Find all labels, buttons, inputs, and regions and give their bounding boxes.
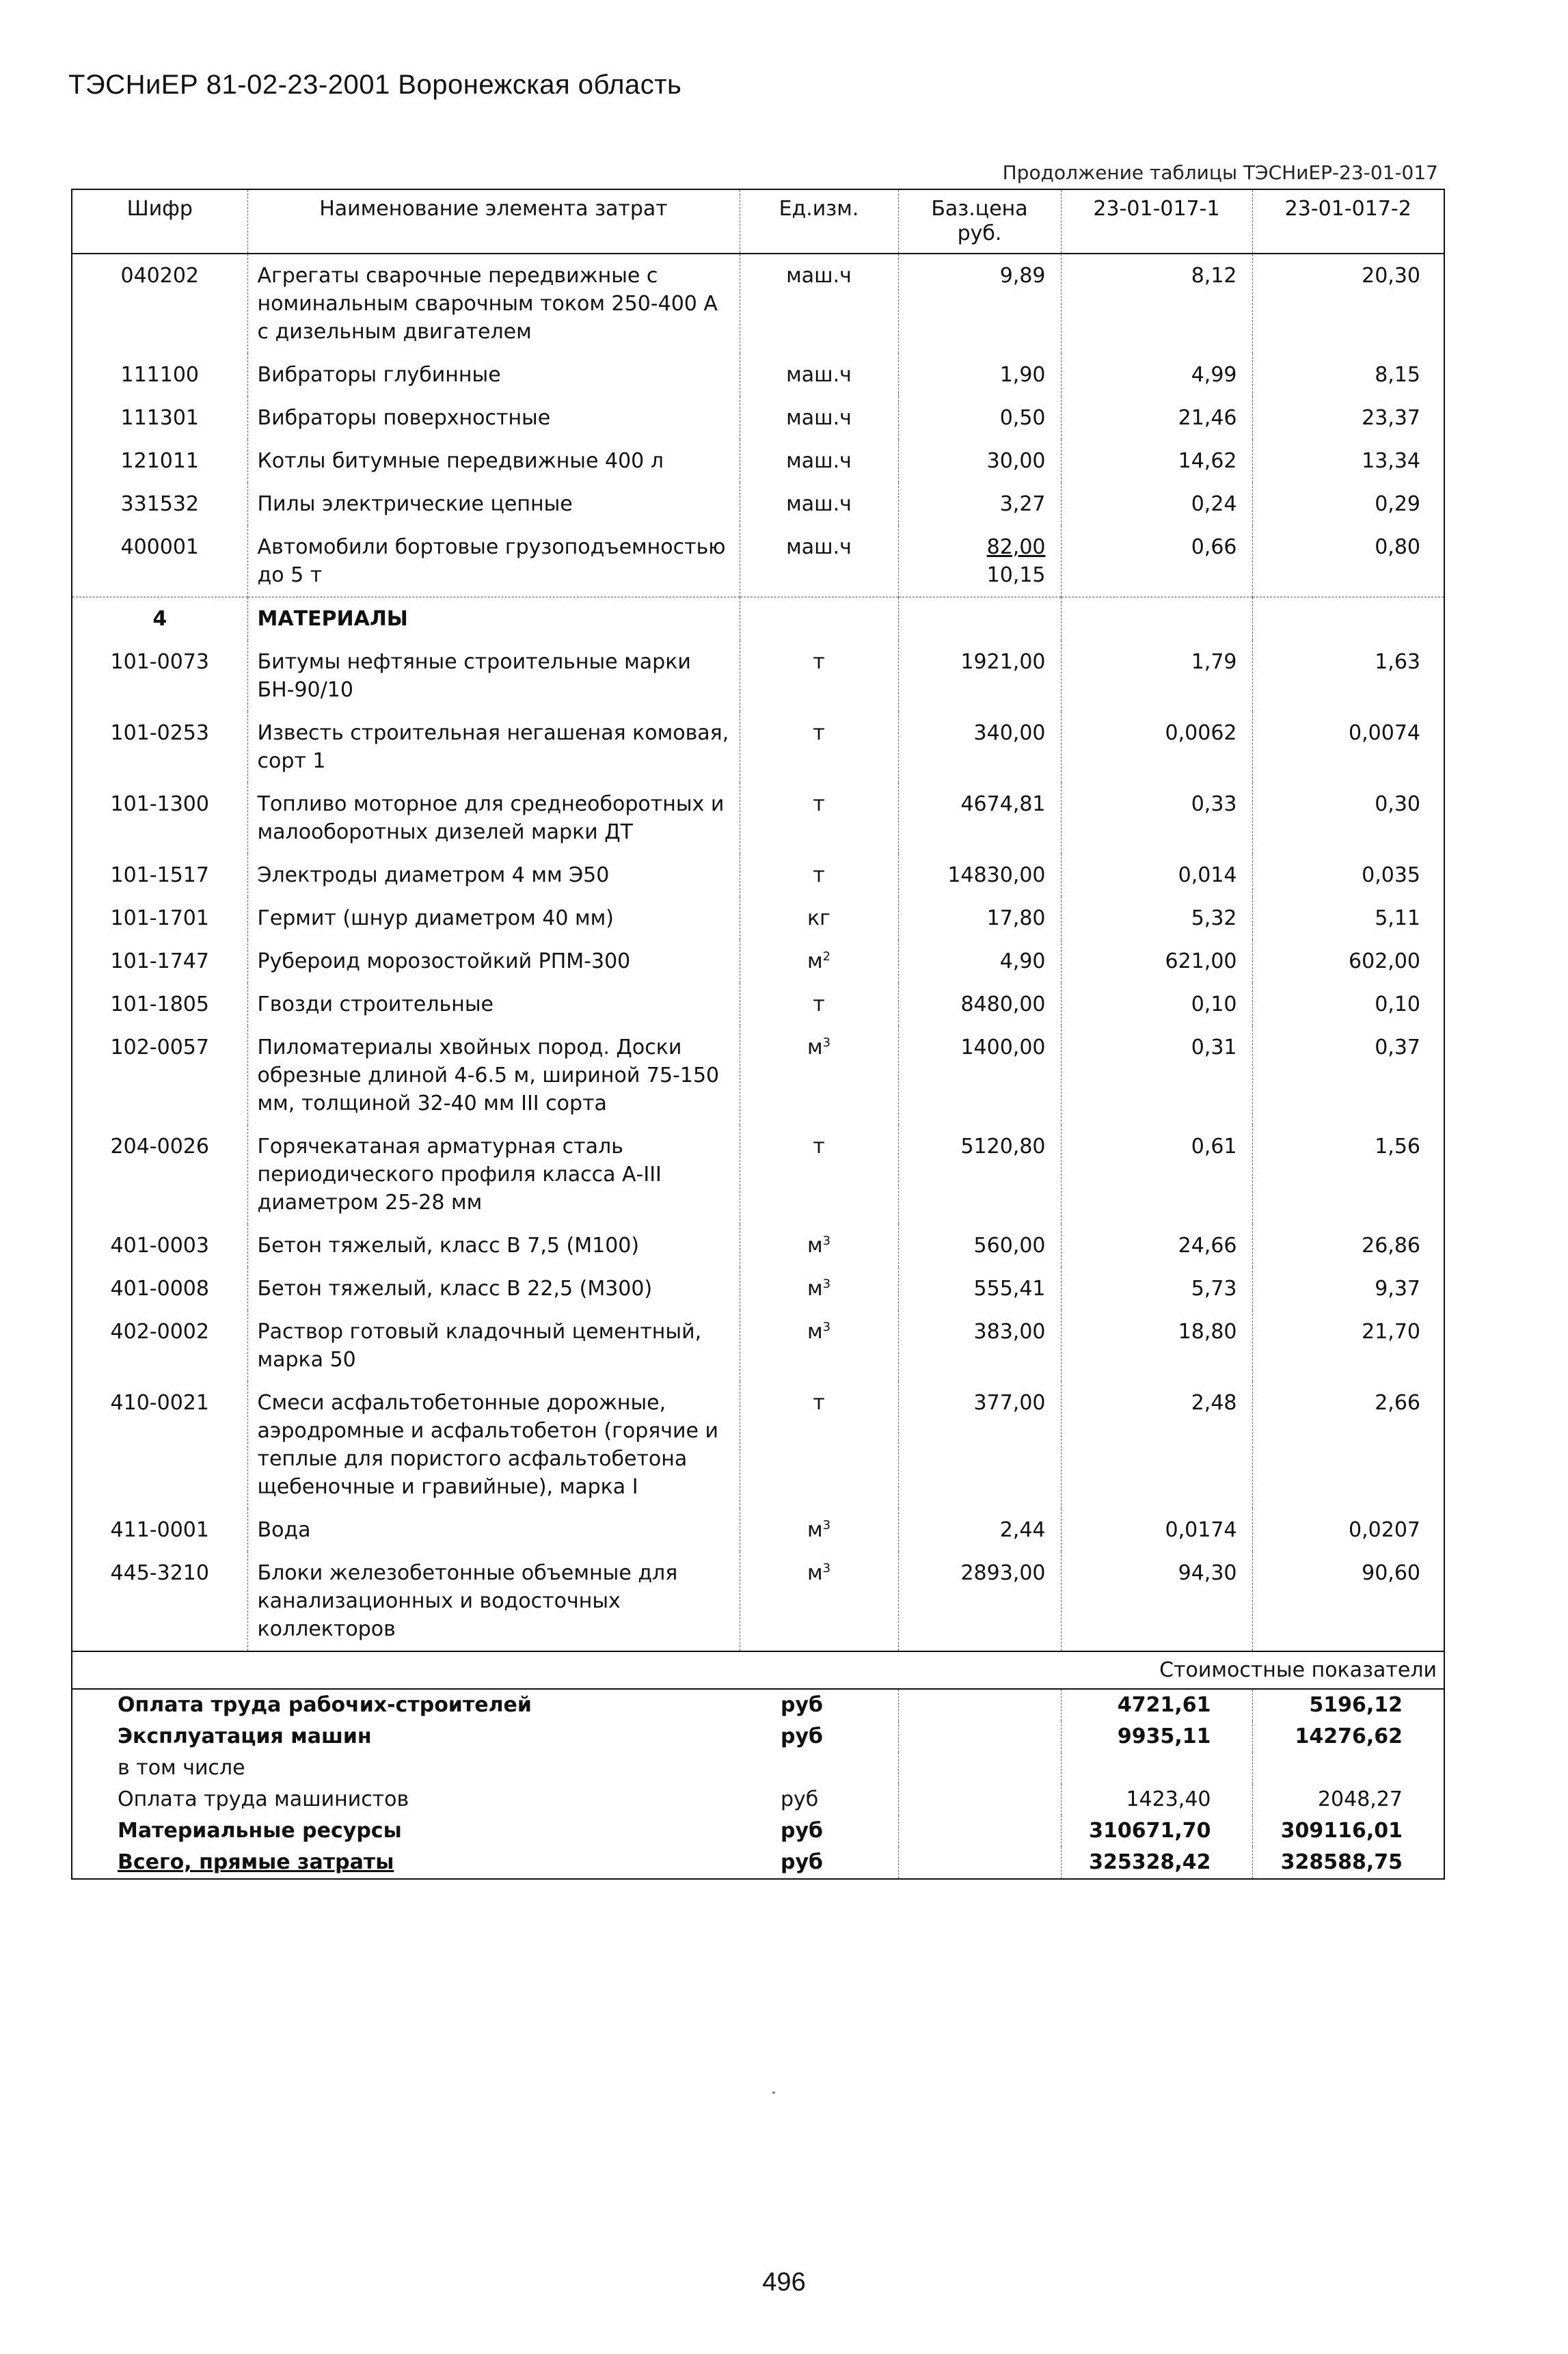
- row-unit: т: [740, 640, 898, 712]
- row-unit: $м^3$: [740, 1552, 898, 1651]
- summary-row: [72, 1721, 1444, 1753]
- header-name: Наименование элемента затрат: [247, 190, 740, 254]
- summary-row: [72, 1689, 1444, 1721]
- row-code: 111100: [120, 363, 200, 387]
- row-code: 204-0026: [110, 1135, 209, 1159]
- row-name: Бетон тяжелый, класс В 7,5 (М100): [247, 1224, 740, 1267]
- row-unit: $м^3$: [740, 1267, 898, 1310]
- summary-label: Оплата труда рабочих-строителей: [118, 1693, 532, 1717]
- row-name: Смеси асфальтобетонные дорожные, аэродромные и асфальтобетон (горячие и теплые для пористого асфальтобетона щебеночные и гравийные), марка I: [247, 1381, 740, 1509]
- row-name: Битумы нефтяные строительные марки БН-90/10: [247, 640, 740, 712]
- table-row: [72, 526, 1444, 597]
- summary-label: Эксплуатация машин: [118, 1724, 372, 1748]
- row-code: 101-1805: [110, 992, 209, 1016]
- row-unit: маш.ч: [740, 439, 898, 483]
- summary-empty: [898, 1689, 1061, 1721]
- cost-indicators-row: [72, 1651, 1444, 1689]
- summary-value-2: 14276,62: [1252, 1721, 1444, 1753]
- row-value-1: 1,79: [1061, 640, 1252, 712]
- table-header-row: [72, 190, 1444, 254]
- row-price: 340,00: [898, 712, 1061, 783]
- row-code: 400001: [120, 535, 200, 559]
- row-value-1: 0,61: [1061, 1125, 1252, 1224]
- row-code: 401-0008: [110, 1277, 209, 1301]
- row-unit: $м^3$: [740, 1509, 898, 1552]
- row-code: 111301: [120, 406, 200, 430]
- summary-value-1: 325328,42: [1061, 1847, 1252, 1878]
- table-row: [72, 1125, 1444, 1224]
- row-value-1: 0,0062: [1061, 712, 1252, 783]
- row-name: Пилы электрические цепные: [247, 483, 740, 526]
- row-value-2: 5,11: [1252, 897, 1444, 940]
- summary-unit: руб: [781, 1693, 823, 1717]
- row-code: 101-0253: [110, 721, 209, 745]
- row-code: 101-1747: [110, 949, 209, 973]
- row-code: 101-1300: [110, 792, 209, 816]
- row-value-1: 0,33: [1061, 783, 1252, 854]
- row-value-2: 0,0074: [1252, 712, 1444, 783]
- row-price-main: 82,00: [986, 535, 1046, 559]
- row-value-1: 621,00: [1061, 940, 1252, 983]
- table-row: [72, 640, 1444, 712]
- row-value-1: 5,73: [1061, 1267, 1252, 1310]
- table-row: [72, 1310, 1444, 1381]
- row-price: 2,44: [898, 1509, 1061, 1552]
- summary-unit: руб: [781, 1787, 819, 1811]
- row-unit: кг: [740, 897, 898, 940]
- summary-empty: [898, 1753, 1061, 1784]
- table-row: [72, 1509, 1444, 1552]
- row-value-2: 26,86: [1252, 1224, 1444, 1267]
- summary-label: в том числе: [118, 1756, 245, 1780]
- row-value-2: 13,34: [1252, 439, 1444, 483]
- section-code: 4: [72, 597, 247, 641]
- summary-unit: руб: [781, 1819, 823, 1843]
- header-col1: 23-01-017-1: [1061, 190, 1252, 254]
- row-price: 383,00: [898, 1310, 1061, 1381]
- summary-row: [72, 1847, 1444, 1878]
- row-name: Рубероид морозостойкий РПМ-300: [247, 940, 740, 983]
- row-price: 1400,00: [898, 1026, 1061, 1125]
- row-name: Электроды диаметром 4 мм Э50: [247, 854, 740, 897]
- row-price: 8480,00: [898, 983, 1061, 1026]
- row-unit: маш.ч: [740, 396, 898, 439]
- summary-value-2: [1252, 1753, 1444, 1784]
- row-value-2: 0,0207: [1252, 1509, 1444, 1552]
- summary-value-1: 9935,11: [1061, 1721, 1252, 1753]
- table-row: [72, 353, 1444, 396]
- summary-unit: руб: [781, 1724, 823, 1748]
- row-unit: $м^2$: [740, 940, 898, 983]
- page-number: 496: [762, 2268, 806, 2297]
- summary-empty: [898, 1721, 1061, 1753]
- row-unit: т: [740, 983, 898, 1026]
- header-price: [898, 190, 1061, 254]
- row-price: 0,50: [898, 396, 1061, 439]
- summary-empty: [898, 1815, 1061, 1847]
- row-price: 3,27: [898, 483, 1061, 526]
- row-value-2: 8,15: [1252, 353, 1444, 396]
- section-row: [72, 597, 1444, 641]
- row-name: Раствор готовый кладочный цементный, марка 50: [247, 1310, 740, 1381]
- row-code: 445-3210: [110, 1561, 209, 1585]
- row-value-2: 20,30: [1252, 254, 1444, 353]
- summary-row: [72, 1784, 1444, 1815]
- summary-value-2: 2048,27: [1252, 1784, 1444, 1815]
- row-price-sub: 10,15: [986, 563, 1046, 587]
- row-value-2: 1,63: [1252, 640, 1444, 712]
- summary-label: Материальные ресурсы: [118, 1819, 402, 1843]
- table-row: [72, 983, 1444, 1026]
- row-value-2: 0,80: [1252, 526, 1444, 597]
- row-value-1: 0,014: [1061, 854, 1252, 897]
- table-row: [72, 854, 1444, 897]
- row-code: 401-0003: [110, 1234, 209, 1258]
- document-title: ТЭСНиЕР 81-02-23-2001 Воронежская область: [68, 70, 682, 100]
- row-unit: маш.ч: [740, 353, 898, 396]
- row-code: 121011: [120, 449, 200, 473]
- row-unit: т: [740, 1125, 898, 1224]
- row-name: Автомобили бортовые грузоподъемностью до 5 т: [247, 526, 740, 597]
- row-value-1: 0,0174: [1061, 1509, 1252, 1552]
- summary-unit: [740, 1753, 898, 1784]
- row-code: 410-0021: [110, 1391, 209, 1415]
- resource-table: [71, 189, 1445, 1880]
- row-name: Гвозди строительные: [247, 983, 740, 1026]
- row-price: [898, 526, 1061, 597]
- row-value-2: 0,29: [1252, 483, 1444, 526]
- scan-speck: [772, 2092, 775, 2094]
- summary-label: Оплата труда машинистов: [118, 1787, 409, 1811]
- table-row: [72, 1026, 1444, 1125]
- row-price: 1921,00: [898, 640, 1061, 712]
- header-price-line2: руб.: [957, 221, 1002, 245]
- header-code: Шифр: [72, 190, 247, 254]
- row-name: Вибраторы глубинные: [247, 353, 740, 396]
- summary-value-1: 310671,70: [1061, 1815, 1252, 1847]
- summary-label: Всего, прямые затраты: [118, 1850, 394, 1874]
- row-price: 560,00: [898, 1224, 1061, 1267]
- table-row: [72, 439, 1444, 483]
- table-row: [72, 940, 1444, 983]
- row-price: 2893,00: [898, 1552, 1061, 1651]
- header-unit: Ед.изм.: [740, 190, 898, 254]
- row-name: Агрегаты сварочные передвижные с номинальным сварочным током 250-400 А с дизельным двигателем: [247, 254, 740, 353]
- row-code: 040202: [120, 264, 200, 288]
- row-code: 101-1517: [110, 863, 209, 887]
- row-price: 555,41: [898, 1267, 1061, 1310]
- summary-empty: [898, 1784, 1061, 1815]
- row-value-1: 0,24: [1061, 483, 1252, 526]
- row-price: 377,00: [898, 1381, 1061, 1509]
- row-code: 402-0002: [110, 1320, 209, 1344]
- row-value-1: 8,12: [1061, 254, 1252, 353]
- row-unit: маш.ч: [740, 526, 898, 597]
- table-row: [72, 1267, 1444, 1310]
- row-name: Бетон тяжелый, класс В 22,5 (М300): [247, 1267, 740, 1310]
- row-unit: $м^3$: [740, 1224, 898, 1267]
- row-value-1: 0,10: [1061, 983, 1252, 1026]
- row-name: Блоки железобетонные объемные для канализационных и водосточных коллекторов: [247, 1552, 740, 1651]
- materials-heading: [72, 597, 1444, 641]
- row-value-2: 0,30: [1252, 783, 1444, 854]
- row-value-2: 9,37: [1252, 1267, 1444, 1310]
- row-name: Пиломатериалы хвойных пород. Доски обрезные длиной 4-6.5 м, шириной 75-150 мм, толщиной 32-40 мм III сорта: [247, 1026, 740, 1125]
- summary-value-2: 5196,12: [1252, 1689, 1444, 1721]
- summary-value-2: 328588,75: [1252, 1847, 1444, 1878]
- row-unit: $м^3$: [740, 1310, 898, 1381]
- table-row: [72, 396, 1444, 439]
- row-value-1: 0,66: [1061, 526, 1252, 597]
- row-value-2: 21,70: [1252, 1310, 1444, 1381]
- row-code: 411-0001: [110, 1518, 209, 1542]
- machines-section: [72, 254, 1444, 597]
- row-code: 331532: [120, 492, 200, 516]
- row-value-1: 2,48: [1061, 1381, 1252, 1509]
- row-price: 5120,80: [898, 1125, 1061, 1224]
- row-value-1: 24,66: [1061, 1224, 1252, 1267]
- row-value-1: 21,46: [1061, 396, 1252, 439]
- table-row: [72, 483, 1444, 526]
- row-name: Топливо моторное для среднеоборотных и малооборотных дизелей марки ДТ: [247, 783, 740, 854]
- row-unit: т: [740, 854, 898, 897]
- section-name: МАТЕРИАЛЫ: [247, 597, 740, 641]
- row-value-1: 4,99: [1061, 353, 1252, 396]
- row-name: Вода: [247, 1509, 740, 1552]
- row-unit: маш.ч: [740, 483, 898, 526]
- summary-value-1: 4721,61: [1061, 1689, 1252, 1721]
- table-row: [72, 1224, 1444, 1267]
- summary-value-1: [1061, 1753, 1252, 1784]
- row-value-2: 0,37: [1252, 1026, 1444, 1125]
- row-name: Вибраторы поверхностные: [247, 396, 740, 439]
- row-unit: т: [740, 1381, 898, 1509]
- row-name: Гермит (шнур диаметром 40 мм): [247, 897, 740, 940]
- table-row: [72, 783, 1444, 854]
- row-unit: т: [740, 712, 898, 783]
- row-value-2: 23,37: [1252, 396, 1444, 439]
- summary-unit: руб: [781, 1850, 823, 1874]
- row-price: 1,90: [898, 353, 1061, 396]
- row-value-1: 5,32: [1061, 897, 1252, 940]
- summary-section: [72, 1689, 1444, 1878]
- row-code: 101-0073: [110, 650, 209, 674]
- summary-empty: [898, 1847, 1061, 1878]
- row-price: 4674,81: [898, 783, 1061, 854]
- table-row: [72, 897, 1444, 940]
- header-col2: 23-01-017-2: [1252, 190, 1444, 254]
- summary-value-2: 309116,01: [1252, 1815, 1444, 1847]
- table-row: [72, 712, 1444, 783]
- table-row: [72, 1381, 1444, 1509]
- row-value-2: 90,60: [1252, 1552, 1444, 1651]
- row-unit: т: [740, 783, 898, 854]
- row-code: 102-0057: [110, 1036, 209, 1059]
- summary-row: [72, 1815, 1444, 1847]
- row-value-2: 1,56: [1252, 1125, 1444, 1224]
- row-value-2: 602,00: [1252, 940, 1444, 983]
- summary-row: [72, 1753, 1444, 1784]
- summary-value-1: 1423,40: [1061, 1784, 1252, 1815]
- table-row: [72, 254, 1444, 353]
- row-price: 14830,00: [898, 854, 1061, 897]
- row-name: Горячекатаная арматурная сталь периодического профиля класса А-III диаметром 25-28 мм: [247, 1125, 740, 1224]
- cost-indicators-label: Стоимостные показатели: [72, 1651, 1444, 1689]
- row-value-1: 0,31: [1061, 1026, 1252, 1125]
- row-value-1: 14,62: [1061, 439, 1252, 483]
- header-price-line1: Баз.цена: [931, 197, 1028, 221]
- row-unit: маш.ч: [740, 254, 898, 353]
- row-price: 9,89: [898, 254, 1061, 353]
- row-price: 30,00: [898, 439, 1061, 483]
- row-unit: $м^3$: [740, 1026, 898, 1125]
- row-price: 4,90: [898, 940, 1061, 983]
- materials-section: [72, 640, 1444, 1651]
- table-row: [72, 1552, 1444, 1651]
- row-value-2: 2,66: [1252, 1381, 1444, 1509]
- row-price: 17,80: [898, 897, 1061, 940]
- row-value-2: 0,10: [1252, 983, 1444, 1026]
- row-value-2: 0,035: [1252, 854, 1444, 897]
- row-value-1: 18,80: [1061, 1310, 1252, 1381]
- row-name: Известь строительная негашеная комовая, сорт 1: [247, 712, 740, 783]
- row-code: 101-1701: [110, 906, 209, 930]
- table-caption: Продолжение таблицы ТЭСНиЕР-23-01-017: [1002, 161, 1438, 184]
- row-value-1: 94,30: [1061, 1552, 1252, 1651]
- row-name: Котлы битумные передвижные 400 л: [247, 439, 740, 483]
